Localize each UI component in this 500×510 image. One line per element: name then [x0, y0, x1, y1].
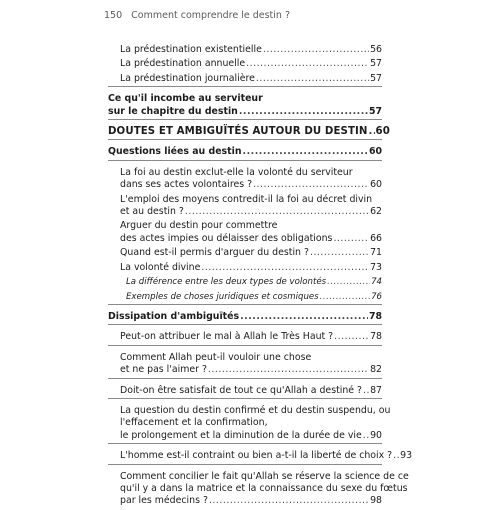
toc-entry-title-line: le prolongement et la diminution de la durée de vie: [120, 429, 362, 441]
toc-entry-title-line: des actes impies ou délaisser des obligations: [120, 232, 333, 244]
toc-entry: [108, 352, 382, 379]
toc-entry-title-line: Arguer du destin pour commettre: [120, 220, 278, 232]
dot-leader: [369, 126, 375, 138]
toc-page-number: 60: [375, 126, 390, 138]
toc-page-number: 93: [400, 450, 413, 462]
dot-leader: [209, 495, 369, 507]
toc-entry-title-line: dans ses actes volontaires ?: [120, 179, 253, 191]
toc-entry: [108, 247, 382, 259]
dot-leader: [253, 179, 369, 191]
toc-page-number: 57: [368, 105, 382, 117]
toc-entry-title-line: qu'il y a dans la matrice et la connaissance du sexe du fœtus: [120, 482, 408, 494]
toc-entry: [108, 44, 382, 56]
toc-entry-title-line: Quand est-il permis d'arguer du destin ?: [120, 247, 309, 259]
toc-entry-title-line: Questions liées au destin: [108, 146, 242, 158]
dot-leader: [320, 291, 370, 303]
toc-entry: [108, 220, 382, 245]
dot-leader: [208, 364, 369, 376]
toc-page-number: 74: [371, 277, 382, 288]
toc-entry-title-line: L'homme est-il contraint ou bien a-t-il la liberté de choix ?: [120, 450, 393, 462]
toc-entry: [108, 311, 382, 325]
toc-entry: [108, 126, 390, 140]
dot-leader: [239, 106, 368, 118]
running-header: [104, 10, 290, 21]
toc-entry-title-line: La volonté divine: [120, 261, 201, 273]
dot-leader: [263, 44, 369, 56]
toc-entry-title-line: et au destin ?: [120, 206, 184, 218]
toc-page-number: 66: [370, 232, 382, 244]
toc-entry-title-line: Comment Allah peut-il vouloir une chose: [120, 351, 312, 363]
toc-entry-title-line: par les médecins ?: [120, 495, 208, 507]
toc-entry: [108, 93, 382, 120]
toc-entry-title-line: sur le chapitre du destin: [108, 105, 238, 117]
dot-leader: [393, 450, 399, 462]
toc-page-number: 82: [370, 364, 382, 376]
toc-entry-title-line: La différence entre les deux types de volontés: [126, 277, 327, 288]
toc-entry: [108, 291, 382, 305]
toc-entry-title-line: Peut-on attribuer le mal à Allah le Très Haut ?: [120, 331, 334, 343]
header-page-number: 150: [104, 10, 123, 21]
dot-leader: [246, 58, 369, 70]
toc-entry-title-line: Comment concilier le fait qu'Allah se réserve la science de ce: [120, 470, 409, 482]
toc-entry-title-line: L'emploi des moyens contredit-il la foi au décret divin: [120, 193, 373, 205]
toc-entry-title-line: l'effacement et la confirmation,: [120, 417, 268, 429]
toc-entry: [108, 146, 382, 160]
toc-entry: [108, 331, 382, 345]
toc-page-number: 78: [368, 310, 382, 322]
toc-page-number: 60: [370, 179, 382, 191]
toc-page-number: 76: [371, 291, 382, 302]
toc-entry-title-line: La prédestination existentielle: [120, 44, 262, 55]
dot-leader: [334, 331, 369, 343]
dot-leader: [363, 430, 369, 442]
header-title: Comment comprendre le destin ?: [131, 10, 290, 21]
toc-entry: [108, 450, 413, 464]
toc-entry-title-line: La foi au destin exclut-elle la volonté du serviteur: [120, 166, 353, 178]
toc-entry: [108, 276, 382, 288]
toc-entry: [108, 470, 409, 508]
toc-entry-title-line: La prédestination journalière: [120, 72, 255, 84]
toc-entry: [108, 385, 382, 399]
toc-page-number: 87: [370, 384, 382, 396]
toc-page-number: 60: [368, 146, 382, 158]
toc-page-number: 71: [370, 247, 382, 259]
toc-entry: [108, 167, 382, 192]
toc-entry-title-line: et ne pas l'aimer ?: [120, 364, 207, 376]
toc-page-number: 56: [370, 44, 382, 55]
toc-page-number: 57: [370, 58, 382, 70]
dot-leader: [327, 276, 370, 288]
dot-leader: [243, 146, 368, 158]
toc-entry-title-line: DOUTES ET AMBIGUÏTÉS AUTOUR DU DESTIN: [108, 126, 368, 138]
toc-entry-title-line: Exemples de choses juridiques et cosmiques: [126, 291, 319, 302]
toc-entry-title-line: Doit-on être satisfait de tout ce qu'Allah a destiné ?: [120, 384, 363, 396]
toc-page-number: 57: [370, 72, 382, 84]
toc-entry: [108, 58, 382, 70]
toc-entry: [108, 194, 382, 219]
toc-entry: [108, 73, 382, 87]
dot-leader: [256, 73, 369, 85]
dot-leader: [240, 311, 368, 323]
toc-entry-title-line: La question du destin confirmé et du destin suspendu, ou: [120, 404, 391, 416]
dot-leader: [201, 262, 369, 274]
dot-leader: [310, 247, 369, 259]
toc-entry: [108, 404, 391, 444]
toc-entry: [108, 262, 382, 274]
toc-page-number: 78: [370, 331, 382, 343]
table-of-contents: [108, 44, 413, 510]
toc-page-number: 73: [370, 261, 382, 273]
toc-entry-title-line: Dissipation d'ambiguïtés: [108, 310, 240, 322]
toc-entry-title-line: La prédestination annuelle: [120, 58, 246, 70]
dot-leader: [333, 233, 369, 245]
dot-leader: [363, 385, 369, 397]
toc-page-number: 98: [370, 495, 382, 507]
toc-entry-title-line: Ce qu'il incombe au serviteur: [108, 93, 263, 105]
toc-page-number: 62: [370, 206, 382, 218]
toc-page-number: 90: [370, 429, 382, 441]
dot-leader: [185, 206, 369, 218]
